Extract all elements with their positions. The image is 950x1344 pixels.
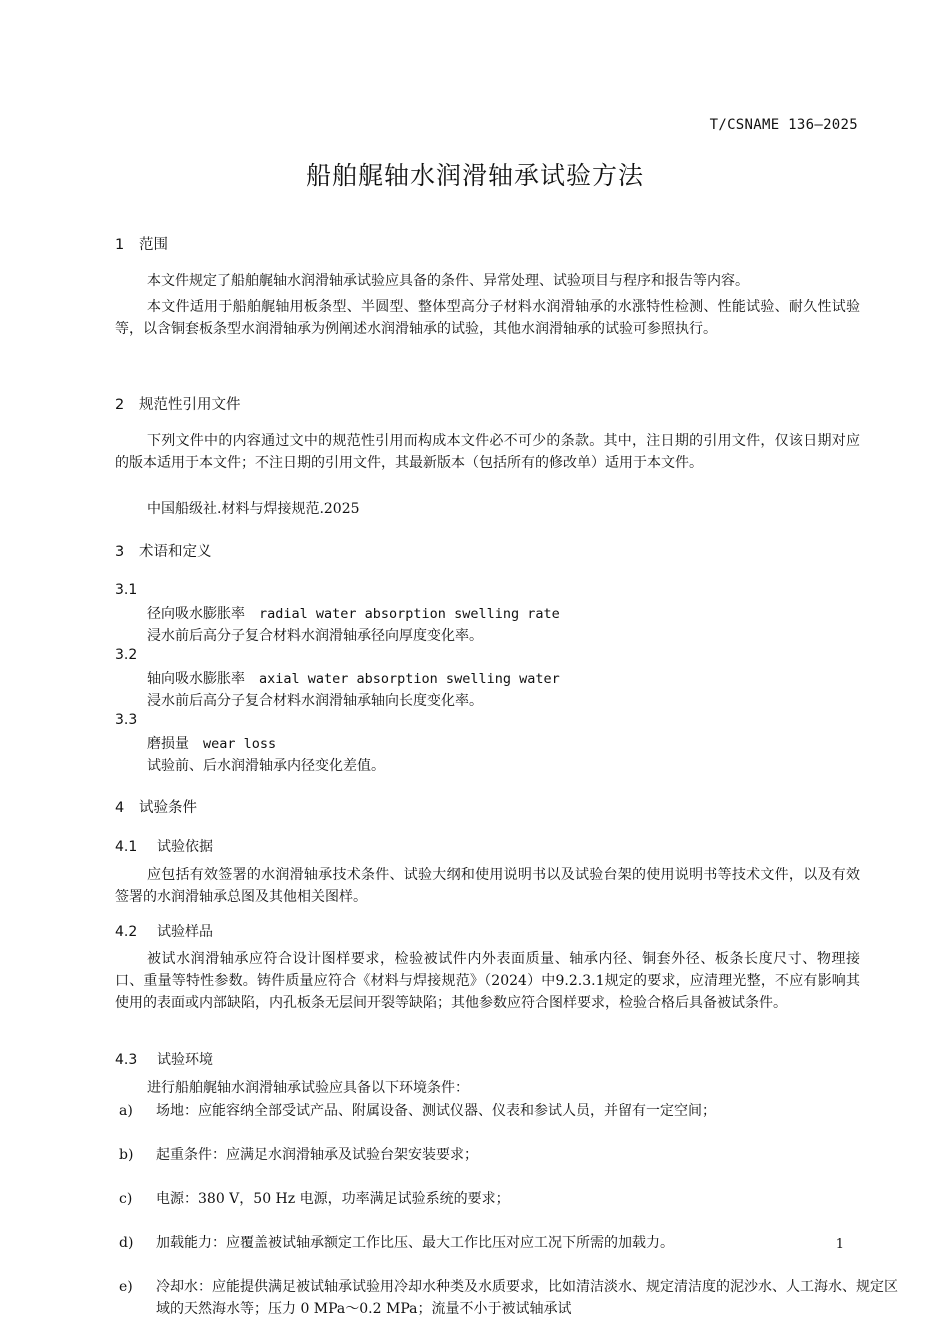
term-chinese: 轴向吸水膨胀率 [147,671,245,687]
page-number: 1 [835,1237,844,1252]
section-title: 术语和定义 [139,544,212,560]
section-title: 范围 [139,237,168,253]
section-number: 2 [115,397,125,413]
subsection-4-3-heading [115,1049,860,1069]
list-marker: a) [119,1103,133,1119]
subsection-4-3-intro: 进行船舶艉轴水润滑轴承试验应具备以下环境条件： [147,1080,469,1096]
section-1-heading [115,233,860,254]
subsection-4-1-paragraph: 应包括有效签署的水润滑轴承技术条件、试验大纲和使用说明书以及试验台架的使用说明书等技术文件，以及有效签署的水润滑轴承总图及其他相关图样。 [115,867,860,905]
term-entry [115,603,892,623]
section-number: 3 [115,544,125,560]
term-number: 3.2 [115,647,138,663]
term-english: axial water absorption swelling water [259,671,560,687]
list-item [115,1188,901,1210]
section-1-paragraph-2: 本文件适用于船舶艉轴用板条型、半圆型、整体型高分子材料水润滑轴承的水涨特性检测、性能试验、耐久性试验等，以含铜套板条型水润滑轴承为例阐述水润滑轴承的试验，其他水润滑轴承的试验可参照执行。 [115,299,860,337]
normative-reference: 中国船级社.材料与焊接规范.2025 [147,501,360,517]
term-definition: 浸水前后高分子复合材料水润滑轴承轴向长度变化率。 [147,693,483,709]
list-item [115,1276,901,1320]
section-3-heading [115,540,860,561]
list-item-text: 场地：应能容纳全部受试产品、附属设备、测试仪器、仪表和参试人员，并留有一定空间； [156,1103,716,1119]
section-2-heading [115,393,860,414]
list-item [115,1100,901,1122]
subsection-title: 试验依据 [157,839,213,855]
list-item [115,1144,901,1166]
standard-code: T/CSNAME 136—2025 [709,117,858,133]
list-item-text: 加载能力：应覆盖被试轴承额定工作比压、最大工作比压对应工况下所需的加载力。 [156,1235,674,1251]
subsection-4-2-paragraph: 被试水润滑轴承应符合设计图样要求，检验被试件内外表面质量、轴承内径、铜套外径、板条长度尺寸、物理接口、重量等特性参数。铸件质量应符合《材料与焊接规范》（2024）中9.2.3.1规定的要求，应清理光整，不应有影响其使用的表面或内部缺陷，内孔板条无层间开裂等缺陷；其他参数应符合图样要求，检验合格后具备被试条件。 [115,951,860,1011]
subsection-number: 4.3 [115,1052,138,1068]
list-marker: d) [119,1235,134,1251]
section-title: 试验条件 [139,800,197,816]
list-item-text: 电源：380 V，50 Hz 电源，功率满足试验系统的要求； [156,1191,510,1207]
subsection-4-1-heading [115,836,860,856]
subsection-title: 试验环境 [157,1052,213,1068]
section-2-paragraph: 下列文件中的内容通过文中的规范性引用而构成本文件必不可少的条款。其中，注日期的引用文件，仅该日期对应的版本适用于本文件；不注日期的引用文件，其最新版本（包括所有的修改单）适用于本文件。 [115,433,860,471]
section-4-heading [115,796,860,817]
list-marker: e) [119,1279,133,1295]
section-number: 4 [115,800,125,816]
section-number: 1 [115,237,125,253]
section-title: 规范性引用文件 [139,397,241,413]
term-number: 3.3 [115,712,138,728]
list-marker: b) [119,1147,134,1163]
term-english: wear loss [203,736,277,752]
list-item-text: 起重条件：应满足水润滑轴承及试验台架安装要求； [156,1147,478,1163]
list-item [115,1232,901,1254]
term-entry [115,668,892,688]
document-title: 船舶艉轴水润滑轴承试验方法 [305,161,644,190]
subsection-4-2-heading [115,921,860,941]
term-definition: 试验前、后水润滑轴承内径变化差值。 [147,758,385,774]
list-marker: c) [119,1191,133,1207]
section-1-paragraph-1: 本文件规定了船舶艉轴水润滑轴承试验应具备的条件、异常处理、试验项目与程序和报告等内容。 [147,273,749,289]
subsection-number: 4.2 [115,924,138,940]
term-english: radial water absorption swelling rate [259,606,560,622]
subsection-number: 4.1 [115,839,138,855]
term-chinese: 磨损量 [147,736,189,752]
term-definition: 浸水前后高分子复合材料水润滑轴承径向厚度变化率。 [147,628,483,644]
term-number: 3.1 [115,582,138,598]
list-item-text: 冷却水：应能提供满足被试轴承试验用冷却水种类及水质要求，比如清洁淡水、规定清洁度的泥沙水、人工海水、规定区域的天然海水等；压力 0 MPa～0.2 MPa；流量不小于被试轴承试 [156,1279,898,1317]
term-chinese: 径向吸水膨胀率 [147,606,245,622]
subsection-title: 试验样品 [157,924,213,940]
term-entry [115,733,892,753]
